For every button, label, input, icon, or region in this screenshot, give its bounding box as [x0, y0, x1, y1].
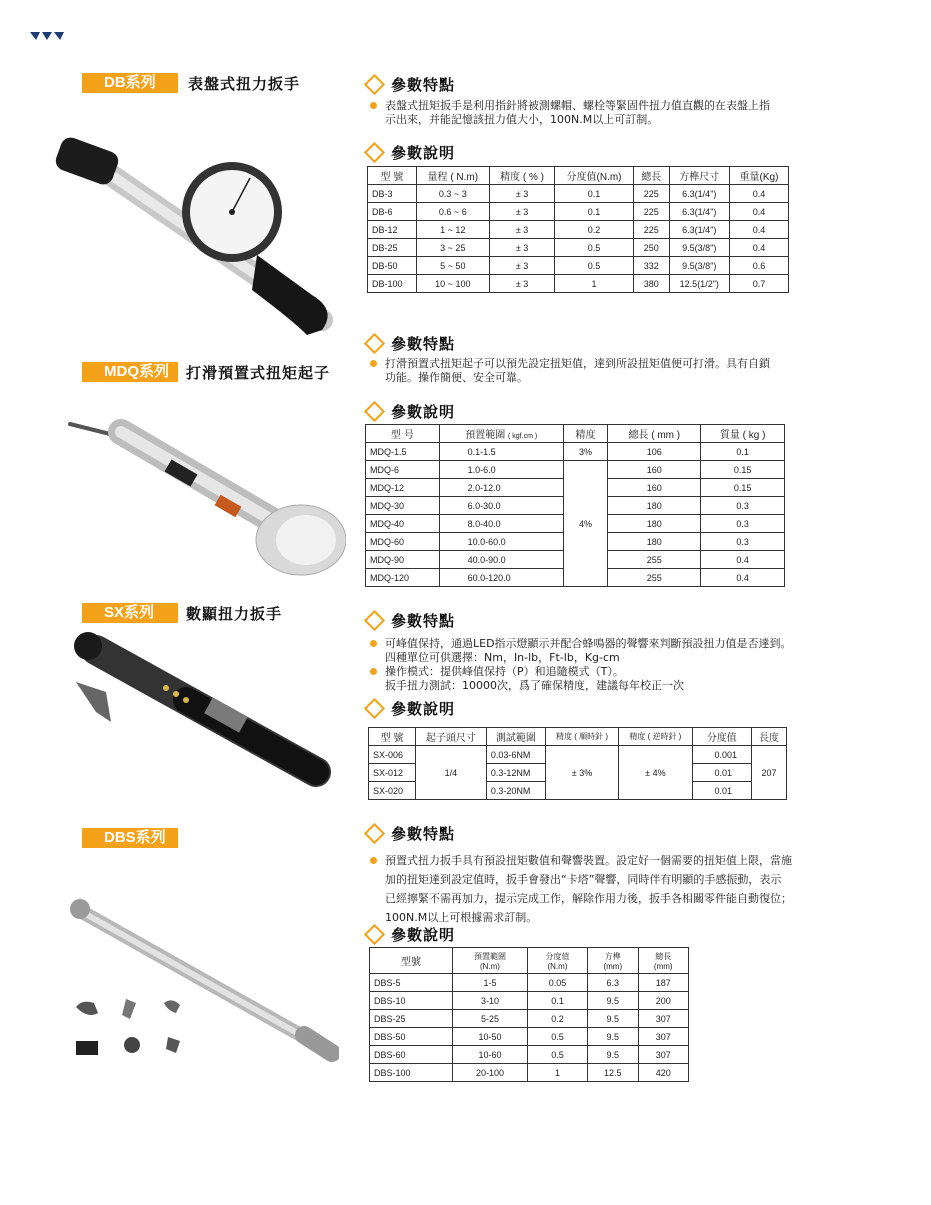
table-cell: 180 [608, 533, 701, 551]
table-cell: 0.1 [555, 203, 634, 221]
table-header-row [366, 425, 785, 443]
table-cell: 0.5 [555, 239, 634, 257]
db-feature-line: 示出來，并能記憶該扭力值大小，100N.M以上可訂制。 [385, 113, 659, 126]
table-cell: DBS-60 [370, 1046, 453, 1064]
table-header: 型 號 [368, 167, 417, 185]
bullet-icon [370, 857, 377, 864]
table-row [370, 1010, 689, 1028]
table-cell: 1-5 [453, 974, 528, 992]
table-row [369, 746, 787, 764]
table-cell: ± 3 [489, 185, 554, 203]
table-cell: 1.0-6.0 [439, 461, 563, 479]
table-row [368, 239, 789, 257]
table-cell: 9.5(3/8") [669, 239, 729, 257]
table-cell: 307 [638, 1028, 688, 1046]
table-cell: DB-6 [368, 203, 417, 221]
sx-series-title: 數顯扭力扳手 [186, 605, 283, 623]
sx-feature-line [370, 679, 792, 693]
bullet-icon [370, 102, 377, 109]
db-series-label: DB系列 [82, 73, 178, 93]
table-cell: 4% [563, 461, 607, 587]
table-cell: DBS-25 [370, 1010, 453, 1028]
table-cell: 225 [633, 185, 669, 203]
table-cell: 0.5 [555, 257, 634, 275]
table-header: 方榫 (mm) [588, 948, 638, 974]
table-header-row [369, 728, 787, 746]
sx-spec-table [368, 727, 787, 800]
table-header: 分度值 (N.m) [527, 948, 587, 974]
table-cell: 180 [608, 515, 701, 533]
table-cell: 20-100 [453, 1064, 528, 1082]
table-row [370, 992, 689, 1010]
table-row [370, 1046, 689, 1064]
sx-features-heading: 參數特點 [363, 609, 455, 631]
table-header: 總長 [633, 167, 669, 185]
db-series-title: 表盤式扭力扳手 [188, 75, 301, 93]
table-header: 精度 ( 逆時針 ) [619, 728, 692, 746]
sx-feature-text: 四種單位可供選擇：Nm，In-lb，Ft-lb，Kg-cm [385, 651, 620, 664]
table-cell: DBS-5 [370, 974, 453, 992]
table-header: 預置範圍 ( kgf.cm ) [439, 425, 563, 443]
diamond-icon [364, 400, 385, 421]
table-cell: 0.1 [701, 443, 785, 461]
table-cell: 0.15 [701, 461, 785, 479]
diamond-icon [364, 923, 385, 944]
table-cell: DB-50 [368, 257, 417, 275]
table-cell: 10 ~ 100 [416, 275, 489, 293]
diamond-icon [364, 332, 385, 353]
table-header-row [368, 167, 789, 185]
table-cell: DBS-100 [370, 1064, 453, 1082]
table-cell: 10.0-60.0 [439, 533, 563, 551]
table-cell: 0.5 [527, 1046, 587, 1064]
table-cell: 225 [633, 221, 669, 239]
dbs-spec-table [369, 947, 689, 1082]
table-cell: 0.1 [527, 992, 587, 1010]
diamond-icon [364, 822, 385, 843]
table-row [368, 257, 789, 275]
table-cell: 1 [555, 275, 634, 293]
diamond-icon [364, 73, 385, 94]
table-row [366, 443, 785, 461]
table-cell: ± 3 [489, 221, 554, 239]
sx-feature-line [370, 665, 792, 679]
sx-feature-text: 扳手扭力測試：10000次，爲了確保精度，建議每年校正一次 [385, 679, 684, 692]
table-cell: MDQ-30 [366, 497, 440, 515]
diamond-icon [364, 697, 385, 718]
table-cell: 40.0-90.0 [439, 551, 563, 569]
table-row [368, 185, 789, 203]
dbs-feature-line: 已經擰緊不需再加力，提示完成工作，解除作用力後，扳手各相關零件能自動復位； [385, 892, 792, 905]
table-cell: 2.0-12.0 [439, 479, 563, 497]
dbs-features-list [370, 851, 792, 927]
table-cell: DBS-50 [370, 1028, 453, 1046]
table-cell: 307 [638, 1010, 688, 1028]
table-header-row [370, 948, 689, 974]
sx-feature-text: 操作模式：提供峰值保持（P）和追隨模式（T）。 [385, 665, 624, 678]
table-cell: MDQ-12 [366, 479, 440, 497]
dbs-feature-line: 預置式扭力扳手具有預設扭矩數值和聲響裝置。設定好一個需要的扭矩值上限，當施 [385, 854, 792, 867]
table-header: 重量(Kg) [729, 167, 788, 185]
table-cell: 8.0-40.0 [439, 515, 563, 533]
table-cell: ± 3% [545, 746, 618, 800]
screwdriver-image [66, 410, 346, 590]
db-spec-heading: 參數說明 [363, 141, 455, 163]
preset-torque-wrench-image [64, 895, 339, 1070]
sx-feature-line [370, 651, 792, 665]
dbs-feature-line: 加的扭矩達到設定值時，扳手會發出“卡塔”聲響，同時伴有明顯的手感振動，表示 [385, 873, 782, 886]
table-cell: 420 [638, 1064, 688, 1082]
table-cell: 3% [563, 443, 607, 461]
bullet-icon [370, 640, 377, 647]
dbs-series-label: DBS系列 [82, 828, 178, 848]
table-cell: 225 [633, 203, 669, 221]
table-cell: ± 3 [489, 275, 554, 293]
table-header: 總長 ( mm ) [608, 425, 701, 443]
mdq-series-label: MDQ系列 [82, 362, 178, 382]
table-cell: DB-3 [368, 185, 417, 203]
table-cell: ± 3 [489, 239, 554, 257]
table-header: 分度值 [692, 728, 752, 746]
mdq-feature-line: 打滑預置式扭矩起子可以預先設定扭矩值，達到所設扭矩值便可打滑。具有自鎖 [385, 357, 770, 370]
table-cell: 0.3 [701, 515, 785, 533]
table-header: 量程 ( N.m) [416, 167, 489, 185]
table-cell: 160 [608, 461, 701, 479]
table-cell: 0.3 [701, 497, 785, 515]
table-cell: 255 [608, 569, 701, 587]
table-header: 起子頭尺寸 [415, 728, 486, 746]
table-cell: 3 ~ 25 [416, 239, 489, 257]
table-header: 精度 ( % ) [489, 167, 554, 185]
table-cell: 0.4 [729, 203, 788, 221]
table-cell: 0.6 ~ 6 [416, 203, 489, 221]
table-cell: 0.5 [527, 1028, 587, 1046]
dbs-features-heading: 參數特點 [363, 822, 455, 844]
table-cell: MDQ-6 [366, 461, 440, 479]
table-cell: 0.1-1.5 [439, 443, 563, 461]
table-header: 型號 [370, 948, 453, 974]
table-cell: DB-25 [368, 239, 417, 257]
table-header: 分度值(N.m) [555, 167, 634, 185]
sx-features-list [370, 637, 792, 693]
table-cell: 60.0-120.0 [439, 569, 563, 587]
table-header: 預置範圍 (N.m) [453, 948, 528, 974]
table-cell: 0.4 [701, 551, 785, 569]
db-features-list [370, 99, 770, 127]
table-row [370, 1028, 689, 1046]
table-cell: 255 [608, 551, 701, 569]
table-cell: 0.05 [527, 974, 587, 992]
mdq-features-heading: 參數特點 [363, 332, 455, 354]
db-features-heading: 參數特點 [363, 73, 455, 95]
diamond-icon [364, 141, 385, 162]
sx-feature-text: 可峰值保持，通過LED指示燈顯示并配合蜂鳴器的聲響來判斷預設扭力值是否達到。 [385, 637, 792, 650]
table-cell: ± 4% [619, 746, 692, 800]
table-cell: SX-006 [369, 746, 416, 764]
table-cell: 6.3(1/4") [669, 221, 729, 239]
table-cell: 0.15 [701, 479, 785, 497]
table-cell: 0.4 [729, 239, 788, 257]
table-cell: DB-100 [368, 275, 417, 293]
table-cell: 6.0-30.0 [439, 497, 563, 515]
table-cell: ± 3 [489, 257, 554, 275]
table-cell: 0.001 [692, 746, 752, 764]
table-row [370, 974, 689, 992]
mdq-spec-table [365, 424, 785, 587]
table-cell: 0.3 [701, 533, 785, 551]
table-header: 型 號 [369, 728, 416, 746]
table-cell: 1/4 [415, 746, 486, 800]
table-cell: 0.3 ~ 3 [416, 185, 489, 203]
mdq-spec-heading: 參數說明 [363, 400, 455, 422]
table-cell: 160 [608, 479, 701, 497]
table-header: 方榫尺寸 [669, 167, 729, 185]
table-cell: 9.5 [588, 992, 638, 1010]
table-header: 長度 [752, 728, 787, 746]
table-cell: 0.1 [555, 185, 634, 203]
table-header: 測試範圍 [486, 728, 545, 746]
table-cell: 9.5 [588, 1046, 638, 1064]
table-cell: 6.3(1/4") [669, 203, 729, 221]
table-cell: 307 [638, 1046, 688, 1064]
table-cell: 250 [633, 239, 669, 257]
table-cell: 9.5 [588, 1028, 638, 1046]
table-header: 質量 ( kg ) [701, 425, 785, 443]
table-cell: 0.2 [555, 221, 634, 239]
table-row [368, 203, 789, 221]
table-cell: 6.3(1/4") [669, 185, 729, 203]
table-cell: 0.2 [527, 1010, 587, 1028]
table-cell: 3-10 [453, 992, 528, 1010]
table-cell: 0.4 [729, 185, 788, 203]
db-feature-line: 表盤式扭矩扳手是利用指針將被測螺帽、螺栓等緊固件扭力值直觀的在表盤上指 [385, 99, 770, 112]
table-cell: 332 [633, 257, 669, 275]
table-cell: 200 [638, 992, 688, 1010]
table-cell: 1 [527, 1064, 587, 1082]
brand-logo-icon [30, 30, 64, 42]
table-row [368, 221, 789, 239]
table-cell: MDQ-90 [366, 551, 440, 569]
dial-torque-wrench-image [52, 130, 342, 340]
table-cell: 0.01 [692, 782, 752, 800]
mdq-series-title: 打滑預置式扭矩起子 [186, 364, 331, 382]
table-cell: 5 ~ 50 [416, 257, 489, 275]
table-cell: 0.4 [729, 221, 788, 239]
table-cell: 380 [633, 275, 669, 293]
table-cell: MDQ-60 [366, 533, 440, 551]
table-cell: MDQ-120 [366, 569, 440, 587]
table-cell: 5-25 [453, 1010, 528, 1028]
table-cell: SX-020 [369, 782, 416, 800]
dbs-feature-line: 100N.M以上可根據需求訂制。 [385, 911, 538, 924]
table-cell: DB-12 [368, 221, 417, 239]
table-cell: 180 [608, 497, 701, 515]
table-cell: 0.3-12NM [486, 764, 545, 782]
table-header: 精度 ( 順時針 ) [545, 728, 618, 746]
dbs-spec-heading: 參數說明 [363, 923, 455, 945]
table-cell: 10-60 [453, 1046, 528, 1064]
table-row [368, 275, 789, 293]
diamond-icon [364, 609, 385, 630]
table-header: 型 号 [366, 425, 440, 443]
table-cell: DBS-10 [370, 992, 453, 1010]
table-cell: 9.5(3/8") [669, 257, 729, 275]
table-cell: 9.5 [588, 1010, 638, 1028]
table-cell: 10-50 [453, 1028, 528, 1046]
table-header: 總長 (mm) [638, 948, 688, 974]
table-cell: 0.03-6NM [486, 746, 545, 764]
table-cell: MDQ-40 [366, 515, 440, 533]
table-cell: SX-012 [369, 764, 416, 782]
table-cell: 12.5 [588, 1064, 638, 1082]
table-cell: 207 [752, 746, 787, 800]
table-cell: 6.3 [588, 974, 638, 992]
table-row [370, 1064, 689, 1082]
sx-feature-line [370, 637, 792, 651]
table-row [366, 461, 785, 479]
table-cell: 0.01 [692, 764, 752, 782]
bullet-icon [370, 668, 377, 675]
table-cell: 0.3-20NM [486, 782, 545, 800]
table-cell: 0.7 [729, 275, 788, 293]
sx-series-label: SX系列 [82, 603, 178, 623]
table-header: 精度 [563, 425, 607, 443]
table-cell: 106 [608, 443, 701, 461]
table-cell: 0.6 [729, 257, 788, 275]
table-cell: 1 ~ 12 [416, 221, 489, 239]
mdq-feature-line: 功能。操作簡便、安全可靠。 [385, 371, 528, 384]
bullet-icon [370, 360, 377, 367]
table-cell: 0.4 [701, 569, 785, 587]
table-cell: 187 [638, 974, 688, 992]
mdq-features-list [370, 357, 770, 385]
db-spec-table [367, 166, 789, 293]
table-cell: MDQ-1.5 [366, 443, 440, 461]
table-cell: 12.5(1/2") [669, 275, 729, 293]
table-cell: ± 3 [489, 203, 554, 221]
digital-torque-wrench-image [66, 632, 336, 792]
sx-spec-heading: 參數說明 [363, 697, 455, 719]
